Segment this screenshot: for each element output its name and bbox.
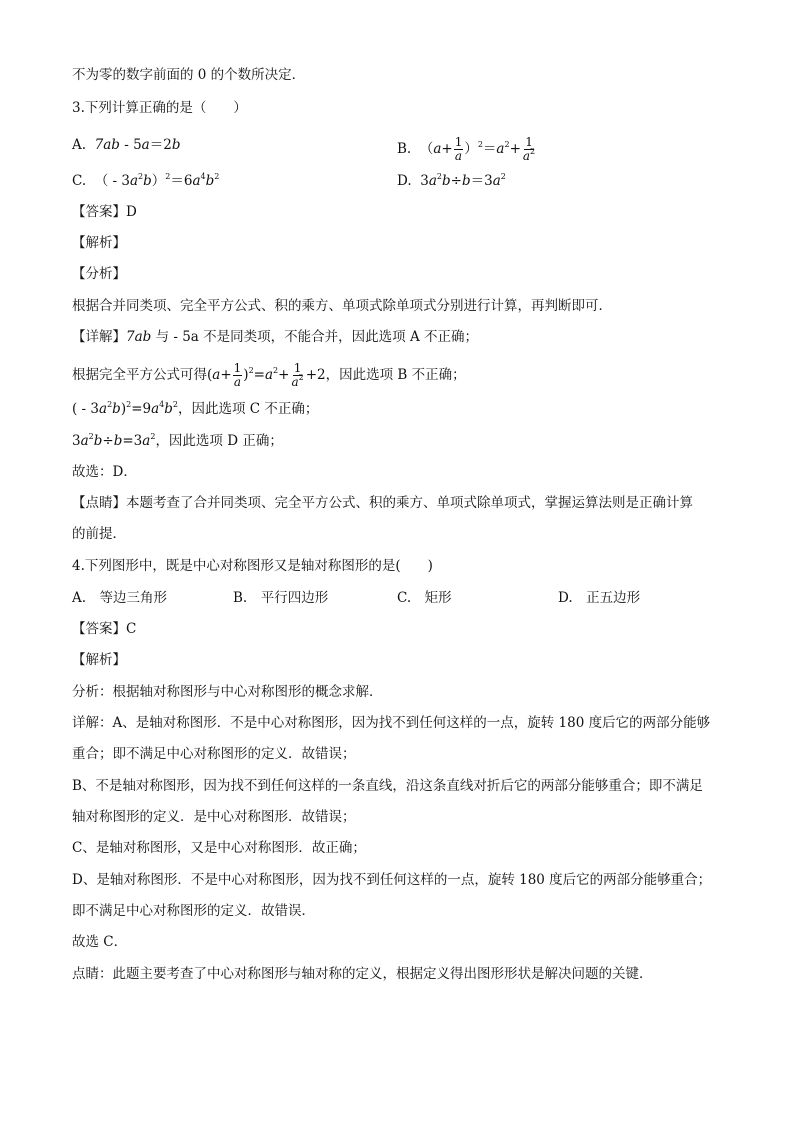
analysis-label: 【解析】 [72,235,126,251]
detail-line-3: ( - $3a^2b)^2=9a^4b^2$，因此选项 C 不正确； [72,400,319,417]
fenxi-label: 【分析】 [72,266,126,282]
q4-option-a: A. 等边三角形 [72,590,168,606]
point-line-1: 【点睛】本题考查了合并同类项、完全平方公式、积的乘方、单项式除单项式，掌握运算法则是正确计算 [72,495,693,511]
fenxi-text: 分析：根据轴对称图形与中心对称图形的概念求解． [72,684,383,700]
choice-line: 故选：D． [72,464,137,480]
detail-text: C、是轴对称图形，又是中心对称图形．故正确； [72,840,366,856]
detail-line-4: $3a^2b\div b=3a^2$，因此选项 D 正确； [72,432,283,449]
text-line: 不为零的数字前面的 0 的个数所决定． [72,67,306,83]
choice-line: 故选 C． [72,934,128,950]
point-line-2: 的前提． [72,526,126,542]
detail-text: B、不是轴对称图形，因为找不到任何这样的一条直线，沿这条直线对折后它的两部分能够重合；即不满足 [72,778,703,794]
analysis-label: 【解析】 [72,652,126,668]
q4-option-d: D. 正五边形 [558,590,641,606]
q3-option-d: D. $3a^2b\div b=3a^2$ [397,172,506,189]
detail-text: 重合；即不满足中心对称图形的定义．故错误； [72,746,356,762]
detail-text: D、是轴对称图形．不是中心对称图形，因为找不到任何这样的一点，旋转 180 度后它的两部分能够重合； [72,872,712,888]
answer-label: 【答案】C [72,621,137,637]
answer-label: 【答案】D [72,204,137,220]
question-3-stem: 3.下列计算正确的是（ ） [72,100,247,116]
q3-option-b: B. （a+ $\frac{1}{a}$ ）$^2=a^2+$ $\frac{1}{a^2}$ [397,135,536,163]
detail-text: 即不满足中心对称图形的定义．故错误． [72,903,315,919]
detail-text: 详解：A、是轴对称图形．不是中心对称图形，因为找不到任何这样的一点，旋转 180 度后它的两部分能够 [72,715,711,731]
detail-text: 轴对称图形的定义．是中心对称图形．故错误； [72,809,356,825]
q3-option-c: C. （ - $3a^2b)^2=6a^4b^2$ [72,172,220,189]
question-4-stem: 4.下列图形中，既是中心对称图形又是轴对称图形的是( ) [72,558,433,574]
point-line: 点睛：此题主要考查了中心对称图形与轴对称的定义，根据定义得出图形形状是解决问题的关键． [72,966,653,982]
q4-option-c: C. 矩形 [397,590,452,606]
fenxi-text: 根据合并同类项、完全平方公式、积的乘方、单项式除单项式分别进行计算，再判断即可． [72,298,612,314]
detail-line-1: 【详解】7ab 与 - 5a 不是同类项，不能合并，因此选项 A 不正确； [72,329,478,345]
q3-option-a: A. 7ab - 5a＝2b [72,137,181,153]
detail-line-2: 根据完全平方公式可得(a+ $\frac{1}{a}$ )$^2=a^2+$ $\frac{1}{a^2}$ +2，因此选项 B 不正确； [72,361,466,389]
q4-option-b: B. 平行四边形 [233,590,329,606]
